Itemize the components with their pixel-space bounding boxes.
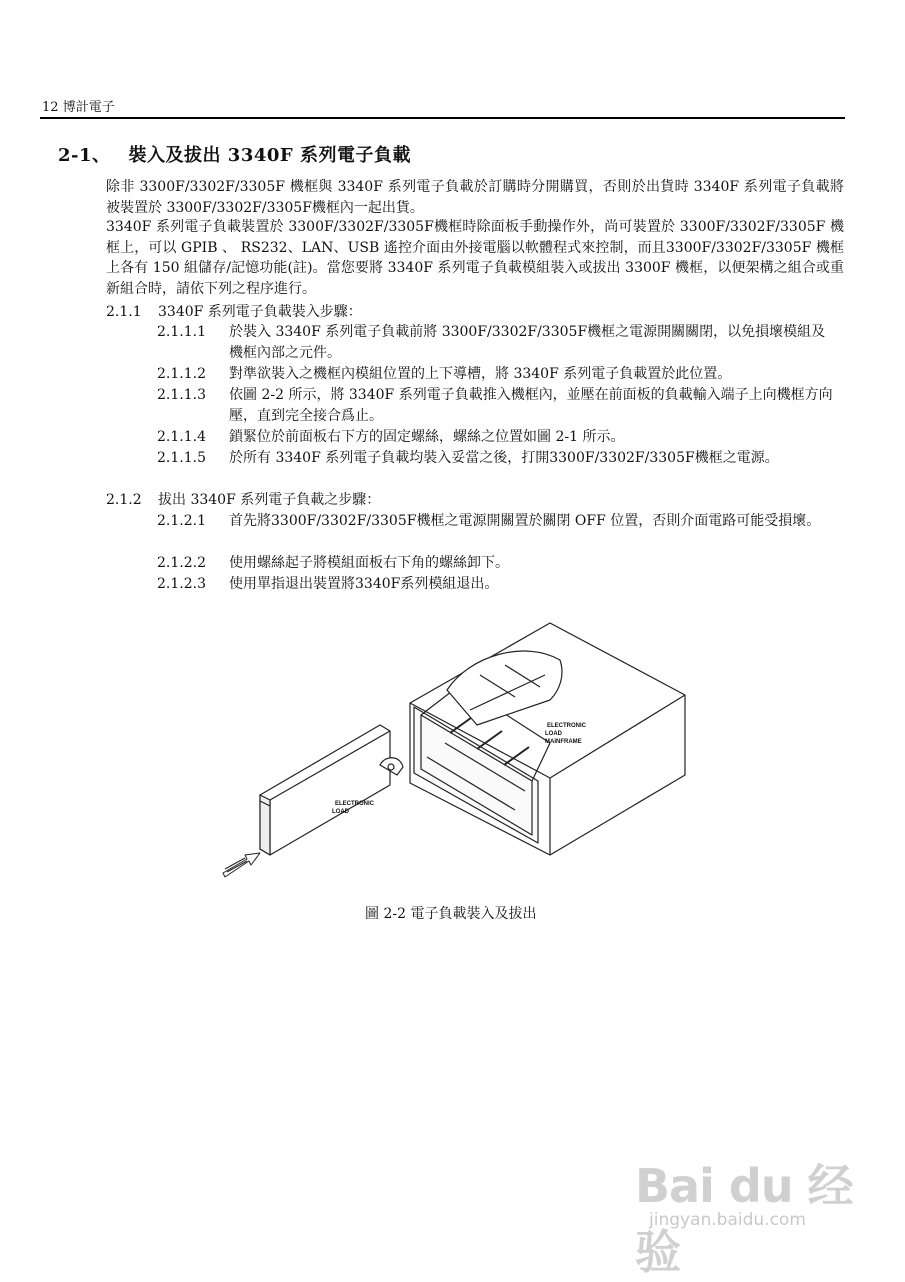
step-text: 於裝入 3340F 系列電子負載前將 3300F/3302F/3305F機框之電源開關關閉，以免損壞模組及機框內部之元件。	[229, 324, 826, 361]
step-number: 2.1.2.2	[157, 555, 206, 571]
watermark-logo: Bai du 经验	[635, 1159, 853, 1279]
section-heading: 裝入及拔出 3340F 系列電子負載	[128, 145, 411, 166]
step-number: 2.1.1.1	[157, 324, 206, 340]
install-heading	[106, 302, 362, 322]
load-label-line-1: ELECTRONIC	[335, 801, 374, 807]
section-title	[58, 141, 411, 167]
step-text: 於所有 3340F 系列電子負載均裝入妥當之後，打開3300F/3302F/3305F機框之電源。	[229, 450, 779, 466]
header-divider	[40, 117, 845, 119]
step-text: 使用單指退出裝置將3340F系列模組退出。	[229, 576, 499, 592]
watermark	[635, 1150, 855, 1279]
step-number: 2.1.2.1	[157, 513, 206, 529]
page-number: 12	[42, 100, 59, 115]
step-number: 2.1.1.2	[157, 366, 206, 382]
page-header	[42, 96, 115, 115]
step-number: 2.1.2.3	[157, 576, 206, 592]
step-text: 使用螺絲起子將模組面板右下角的螺絲卸下。	[229, 555, 509, 571]
install-number: 2.1.1	[106, 304, 142, 320]
remove-number: 2.1.2	[106, 492, 142, 508]
step-text: 鎖緊位於前面板右下方的固定螺絲，螺絲之位置如圖 2-1 所示。	[229, 429, 625, 445]
step-number: 2.1.1.4	[157, 429, 206, 445]
figure-caption: 圖 2-2 電子負載裝入及拔出	[365, 906, 537, 922]
mainframe-label-line-2: LOAD	[545, 731, 562, 737]
mainframe-label-line-3: MAINFRAME	[545, 739, 582, 745]
intro-paragraph-1: 除非 3300F/3302F/3305F 機框與 3340F 系列電子負載於訂購時分開購買，否則於出貨時 3340F 系列電子負載將被裝置於 3300F/3302F/3305F機框內一起出貨。	[106, 179, 844, 216]
step-text: 依圖 2-2 所示，將 3340F 系列電子負載推入機框內，並壓在前面板的負載輸入端子上向機框方向壓，直到完全接合爲止。	[229, 387, 833, 424]
step-text: 對準欲裝入之機框內模組位置的上下導槽，將 3340F 系列電子負載置於此位置。	[229, 366, 732, 382]
remove-title: 拔出 3340F 系列電子負載之步驟：	[158, 492, 381, 508]
load-label-line-2: LOAD	[332, 809, 349, 815]
watermark-url: jingyan.baidu.com	[649, 1210, 806, 1230]
mainframe-label-line-1: ELECTRONIC	[547, 723, 586, 729]
mainframe-illustration	[215, 615, 690, 890]
step-text: 首先將3300F/3302F/3305F機框之電源開關置於關閉 OFF 位置，否則介面電路可能受損壞。	[229, 513, 821, 529]
section-number: 2-1、	[58, 145, 111, 166]
step-number: 2.1.1.3	[157, 387, 206, 403]
install-title: 3340F 系列電子負載裝入步驟：	[158, 304, 362, 320]
figure-2-2	[215, 615, 690, 890]
step-number: 2.1.1.5	[157, 450, 206, 466]
remove-heading	[106, 490, 380, 510]
company-name: 博計電子	[62, 100, 115, 115]
intro-paragraph-2: 3340F 系列電子負載裝置於 3300F/3302F/3305F機框時除面板手動操作外，尚可裝置於 3300F/3302F/3305F 機框上，可以 GPIB 、 RS232、LAN、USB 遙控介面由外接電腦以軟體程式來控制，而且3300F/3302F/3305F 機框上各有 150 組儲存/記憶功能(註)。當您要將 3340F 系列電子負載模組裝入或拔出 3300F 機框，以便架構之組合或重新組合時，請依下列之程序進行。	[106, 219, 844, 297]
